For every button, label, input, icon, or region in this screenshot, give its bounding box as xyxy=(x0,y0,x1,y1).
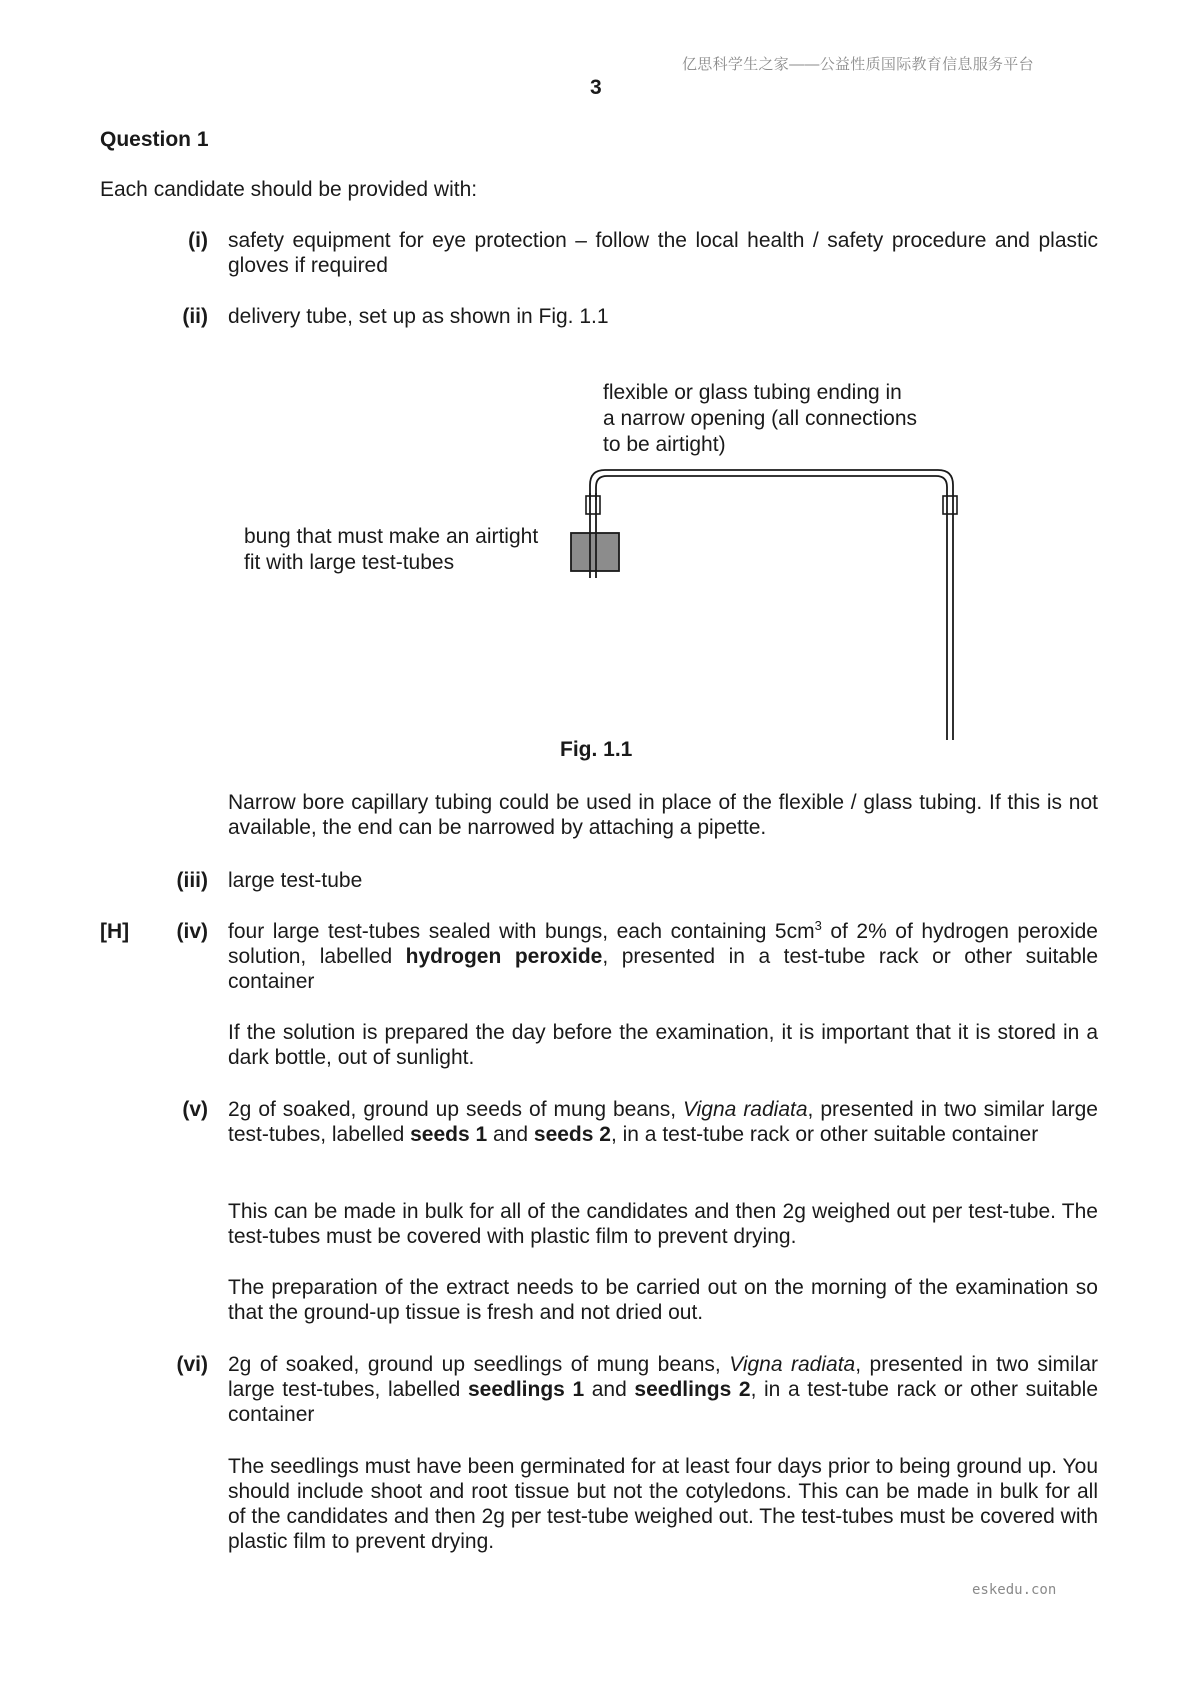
header-watermark: 亿思科学生之家——公益性质国际教育信息服务平台 xyxy=(682,56,1034,73)
item-iv-unit-sup: 3 xyxy=(814,918,822,933)
tubing-label-line-3: to be airtight) xyxy=(603,433,726,456)
item-ii-note: Narrow bore capillary tubing could be used in place of the flexible / glass tubing. If this is not available, the end can be narrowed by attaching a pipette. xyxy=(228,791,1098,839)
item-iv-note: If the solution is prepared the day before the examination, it is important that it is stored in a dark bottle, out of sunlight. xyxy=(228,1021,1098,1069)
item-text-vi xyxy=(228,1352,1098,1427)
item-v-bold-2: seeds 2 xyxy=(533,1123,611,1146)
item-text-ii: delivery tube, set up as shown in Fig. 1.1 xyxy=(228,305,609,328)
item-vi-note: The seedlings must have been germinated for at least four days prior to being ground up. You should include shoot and root tissue but not the cotyledons. This can be made in bulk for all of the candidates and then 2g per test-tube weighed out. The test-tubes must be covered with plastic film to prevent drying. xyxy=(228,1455,1098,1553)
item-v-bold-1: seeds 1 xyxy=(410,1123,488,1146)
item-label-i: (i) xyxy=(188,229,208,252)
item-vi-text-b: , presented in two similar large test-tubes, labelled xyxy=(228,1353,1099,1401)
question-intro: Each candidate should be provided with: xyxy=(100,178,478,201)
tubing-arch-inner xyxy=(596,476,947,500)
page-number: 3 xyxy=(590,76,602,99)
bung-shape xyxy=(571,533,619,571)
item-v-note-1: This can be made in bulk for all of the candidates and then 2g weighed out per test-tube. The test-tubes must be covered with plastic film to prevent drying. xyxy=(228,1200,1098,1248)
item-v-italic: Vigna radiata xyxy=(683,1098,808,1121)
item-iv-bold-label: hydrogen peroxide xyxy=(405,945,603,968)
item-v-text-c: and xyxy=(487,1123,534,1146)
item-v-text-a: 2g of soaked, ground up seeds of mung beans, xyxy=(228,1098,684,1121)
item-vi-italic: Vigna radiata xyxy=(729,1353,856,1376)
footer-site: eskedu.con xyxy=(972,1582,1057,1598)
item-label-iv: (iv) xyxy=(176,920,208,943)
connector-left xyxy=(586,496,600,514)
item-text-iii: large test-tube xyxy=(228,869,363,892)
item-iv-text-b: of 2% of hydrogen peroxide solution, labelled xyxy=(228,920,1098,968)
item-text-v xyxy=(228,1097,1098,1147)
item-vi-text-a: 2g of soaked, ground up seedlings of mung beans, xyxy=(228,1353,730,1376)
tubing-label-line-2: a narrow opening (all connections xyxy=(603,407,918,430)
bung-label-line-1: bung that must make an airtight xyxy=(244,525,539,548)
item-vi-text-c: and xyxy=(584,1378,635,1401)
item-text-i: safety equipment for eye protection – follow the local health / safety procedure and plastic gloves if required xyxy=(228,229,1098,277)
item-label-vi: (vi) xyxy=(176,1353,208,1376)
item-label-iii: (iii) xyxy=(176,869,208,892)
item-vi-bold-1: seedlings 1 xyxy=(467,1378,585,1401)
item-v-text-b: , presented in two similar large test-tubes, labelled xyxy=(228,1098,1098,1146)
item-label-ii: (ii) xyxy=(182,305,208,328)
item-tag-h: [H] xyxy=(100,920,130,943)
tubing-arch-outer xyxy=(590,470,953,500)
item-label-v: (v) xyxy=(182,1098,208,1121)
item-text-iv xyxy=(228,919,1098,994)
item-iv-text-c: , presented in a test-tube rack or other suitable container xyxy=(228,945,1099,993)
item-vi-text-d: , in a test-tube rack or other suitable container xyxy=(228,1378,1099,1426)
item-iv-text-a: four large test-tubes sealed with bungs, each containing 5 xyxy=(228,920,787,943)
item-vi-bold-2: seedlings 2 xyxy=(634,1378,751,1401)
bung-label-line-2: fit with large test-tubes xyxy=(244,551,455,574)
figure-caption: Fig. 1.1 xyxy=(560,738,633,761)
question-title: Question 1 xyxy=(100,128,209,151)
item-iv-unit: cm xyxy=(786,920,815,943)
item-v-text-d: , in a test-tube rack or other suitable container xyxy=(610,1123,1039,1146)
tubing-label-line-1: flexible or glass tubing ending in xyxy=(603,381,902,404)
connector-right xyxy=(943,496,957,514)
item-v-note-2: The preparation of the extract needs to be carried out on the morning of the examination so that the ground-up tissue is fresh and not dried out. xyxy=(228,1276,1098,1324)
